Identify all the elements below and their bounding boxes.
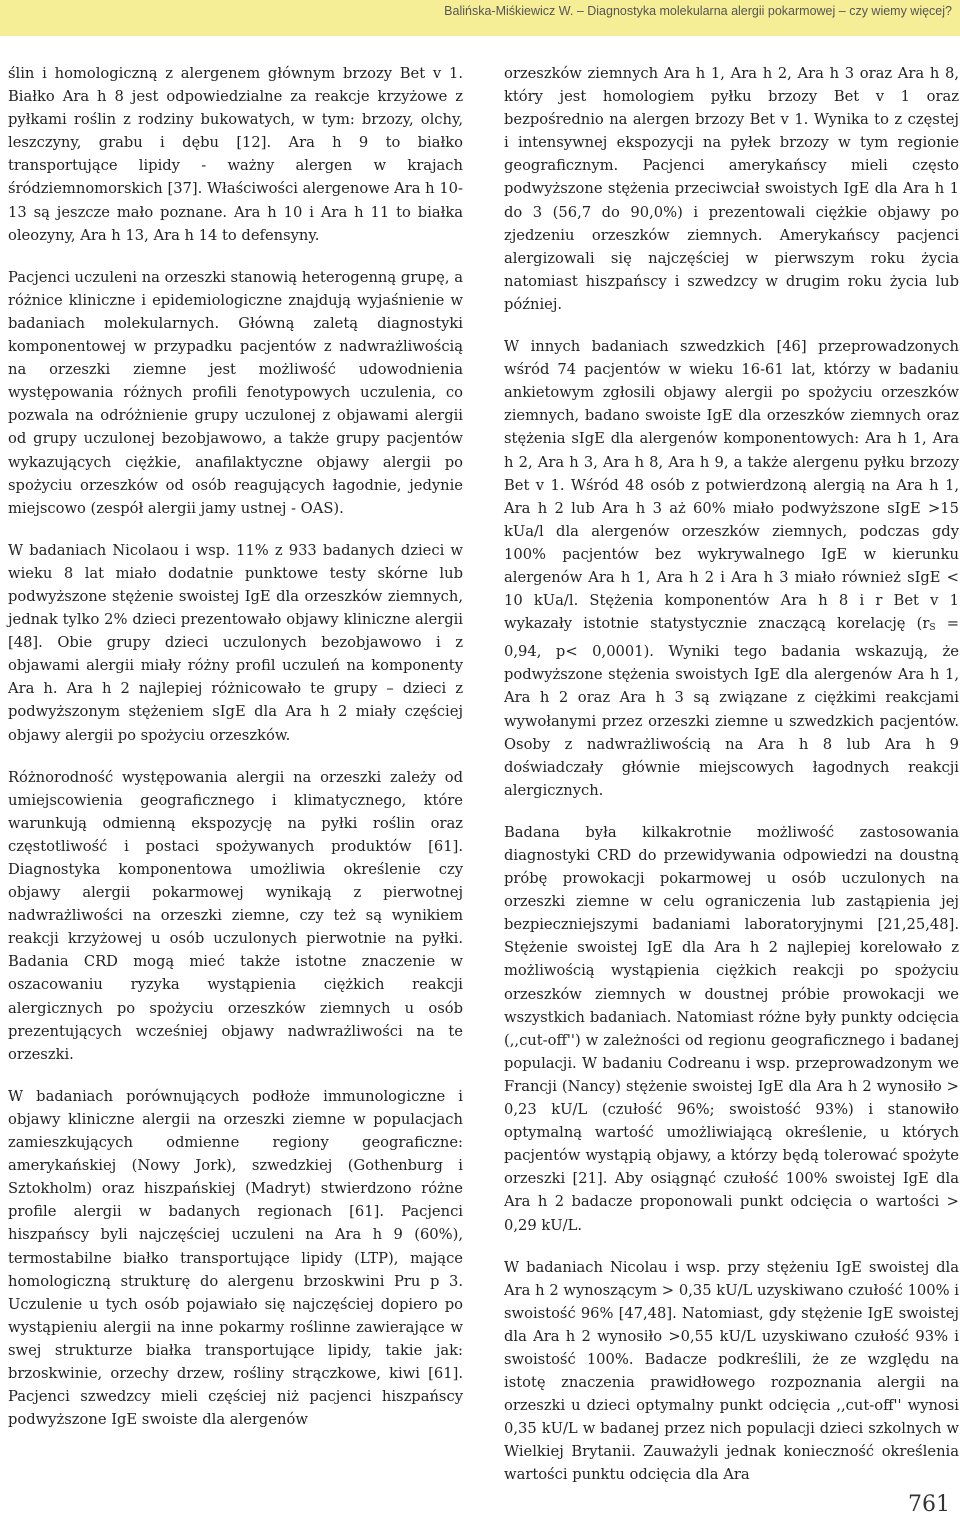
right-column <box>504 62 959 1506</box>
left-paragraph-4: Różnorodność występowania alergii na orzeszki zależy od umiejscowienia geograficznego i klimatycznego, które warunkują odmienną ekspozycję na pyłki roślin oraz częstotliwość i postaci spożywanych produktów [61]. Diagnostyka komponentowa umożliwia określenie czy objawy alergii pokarmowej wynikają z pierwotnej nadwrażliwości na orzeszki ziemne, czy też są wynikiem reakcji krzyżowej u osób uczulonych pierwotnie na pyłki. Badania CRD mogą mieć także istotne znaczenie w oszacowaniu ryzyka wystąpienia ciężkich reakcji alergicznych po spożyciu orzeszków ziemnych u osób prezentujących wcześniej objawy nadwrażliwości na te orzeszki. <box>8 768 463 1063</box>
right-paragraph-1: orzeszków ziemnych Ara h 1, Ara h 2, Ara h 3 oraz Ara h 8, który jest homologiem pyłku brzozy Bet v 1 oraz bezpośrednio na alergen brzozy Bet v 1. Wynika to z częstej i intensywnej ekspozycji na pyłek brzozy w tym regionie geograficznym. Pacjenci amerykańscy mieli często podwyższone stężenia przeciwciał swoistych IgE dla Ara h 1 do 3 (56,7 do 90,0%) i prezentowali ciężkie objawy po zjedzeniu orzeszków ziemnych. Amerykańscy pacjenci alergizowali się najczęściej w pierwszym roku życia natomiast hiszpańscy i szwedzcy w drugim roku życia lub później. <box>504 65 959 313</box>
left-paragraph-5: W badaniach porównujących podłoże immunologiczne i objawy kliniczne alergii na orzeszki ziemne w populacjach zamieszkujących odmienne regiony geograficzne: amerykańskiej (Nowy Jork), szwedzkiej (Gothenburg i Sztokholm) oraz hiszpańskiej (Madryt) stwierdzono różne profile alergii w badanych regionach [61]. Pacjenci hiszpańscy byli najczęściej uczuleni na Ara h 9 (60%), termostabilne białko transportujące lipidy (LTP), mające homologiczną strukturę do alergenu brzoskwini Pru p 3. Uczulenie u tych osób pojawiało się najczęściej dopiero po wystąpieniu alergii na inne pokarmy roślinne zawierające w swej strukturze białka transportujące lipidy, takie jak: brzoskwinie, orzechy drzew, rośliny strączkowe, kiwi [61]. Pacjenci szwedzcy mieli częściej niż pacjenci hiszpańscy podwyższone IgE swoiste dla alergenów <box>8 1087 463 1429</box>
correlation-subscript: S <box>929 623 936 634</box>
left-paragraph-1: ślin i homologiczną z alergenem głównym brzozy Bet v 1. Białko Ara h 8 jest odpowiedzialne za reakcje krzyżowe z pyłkami roślin z rodziny bukowatych, w tym: brzozy, olchy, leszczyny, grabu i dębu [12]. Ara h 9 to białko transportujące lipidy - ważny alergen w krajach śródziemnomorskich [37]. Właściwości alergenowe Ara h 10-13 są jeszcze mało poznane. Ara h 10 i Ara h 11 to białka oleozyny, Ara h 13, Ara h 14 to defensyny. <box>8 65 463 244</box>
right-paragraph-2 <box>504 335 959 802</box>
right-paragraph-4: W badaniach Nicolau i wsp. przy stężeniu IgE swoistej dla Ara h 2 wynoszącym > 0,35 kU/L uzyskiwano czułość 100% i swoistość 96% [47,48]. Natomiast, gdy stężenie IgE swoistej dla Ara h 2 wynosiło >0,55 kU/L uzyskiwano czułość 93% i swoistość 100%. Badacze podkreślili, że ze względu na istotę znaczenia prawidłowego rozpoznania alergii na orzeszki u dzieci optymalny punkt odcięcia ,,cut-off'' wynosi 0,35 kU/L w badanej przez nich populacji dzieci szkolnych w Wielkiej Brytanii. Zauważyli jednak konieczność określenia wartości punktu odcięcia dla Ara <box>504 1258 959 1484</box>
right-paragraph-2-text: W innych badaniach szwedzkich [46] przeprowadzonych wśród 74 pacjentów w wieku 16-61 lat, którzy w badaniu ankietowym zgłosili objawy alergii po spożyciu orzeszków ziemnych, badano swoiste IgE dla orzeszków ziemnych oraz stężenia sIgE dla alergenów komponentowych: Ara h 1, Ara h 2, Ara h 3, Ara h 8, Ara h 9, a także alergenu pyłku brzozy Bet v 1. Wśród 48 osób z potwierdzoną alergią na Ara h 1, Ara h 2 lub Ara h 3 aż 60% miało podwyższone sIgE >15 kUa/l dla alergenów orzeszków ziemnych, podczas gdy 100% pacjentów bez wykrywalnego IgE w kierunku alergenów Ara h 1, Ara h 2 i Ara h 3 miało również sIgE < 10 kUa/l. Stężenia komponentów Ara h 8 i r Bet v 1 wykazały istotnie statystycznie znaczącą korelację (r <box>504 338 959 633</box>
right-paragraph-2-tail: = 0,94, p< 0,0001). Wyniki tego badania wskazują, że podwyższone stężenia swoistych IgE dla alergenów Ara h 1, Ara h 2 oraz Ara h 3 są związane z ciężkimi reakcjami wywołanymi przez orzeszki ziemne u szwedzkich pacjentów. Osoby z nadwrażliwością na Ara h 8 lub Ara h 9 doświadczały głównie miejscowych łagodnych reakcji alergicznych. <box>504 615 959 799</box>
page-number: 761 <box>908 1492 950 1517</box>
left-paragraph-3: W badaniach Nicolaou i wsp. 11% z 933 badanych dzieci w wieku 8 lat miało dodatnie punktowe testy skórne lub podwyższone stężenie swoistej IgE dla orzeszków ziemnych, jednak tylko 2% dzieci prezentowało objawy kliniczne alergii [48]. Obie grupy dzieci uczulonych bezobjawowo i z objawami alergii miały różny profil uczuleń na komponenty Ara h. Ara h 2 najlepiej różnicowało te grupy – dzieci z podwyższonym stężeniem sIgE dla Ara h 2 miały częściej objawy alergii po spożyciu orzeszków. <box>8 541 463 744</box>
left-column <box>8 62 463 1450</box>
right-paragraph-3: Badana była kilkakrotnie możliwość zastosowania diagnostyki CRD do przewidywania odpowiedzi na doustną próbę prowokacji pokarmowej u osób uczulonych na orzeszki ziemne w celu ograniczenia lub zastąpienia jej bezpieczniejszymi badaniami laboratoryjnymi [21,25,48]. Stężenie swoistej IgE dla Ara h 2 najlepiej korelowało z możliwością wystąpienia ciężkich reakcji po spożyciu orzeszków ziemnych w doustnej próbie prowokacji we wszystkich badaniach. Natomiast różne były punkty odcięcia (,,cut-off'') w zależności od regionu geograficznego i badanej populacji. W badaniu Codreanu i wsp. przeprowadzonym we Francji (Nancy) stężenie swoistej IgE dla Ara h 2 wynosiło > 0,23 kU/L (czułość 96%; swoistość 93%) i stanowiło optymalną wartość umożliwiającą określenie, u których pacjentów wystąpią objawy, a którzy będą tolerować spożyte orzeszki [21]. Aby osiągnąć czułość 100% swoistej IgE dla Ara h 2 badacze proponowali punkt odcięcia o wartości > 0,29 kU/L. <box>504 823 959 1234</box>
running-title: Balińska-Miśkiewicz W. – Diagnostyka molekularna alergii pokarmowej – czy wiemy więcej? <box>444 4 952 18</box>
header-bar <box>0 0 960 36</box>
left-paragraph-2: Pacjenci uczuleni na orzeszki stanowią heterogenną grupę, a różnice kliniczne i epidemiologiczne znajdują wyjaśnienie w badaniach molekularnych. Główną zaletą diagnostyki komponentowej w przypadku pacjentów z nadwrażliwością na orzeszki ziemne jest możliwość udowodnienia występowania różnych profili fenotypowych uczulenia, co pozwala na odróżnienie grupy uczulonej z objawami alergii od grupy uczulonej bezobjawowo, a także grupy pacjentów wykazujących ciężkie, anafilaktyczne objawy alergii po spożyciu orzeszków od osób reagujących łagodnie, jedynie miejscowo (zespół alergii jamy ustnej - OAS). <box>8 268 463 517</box>
